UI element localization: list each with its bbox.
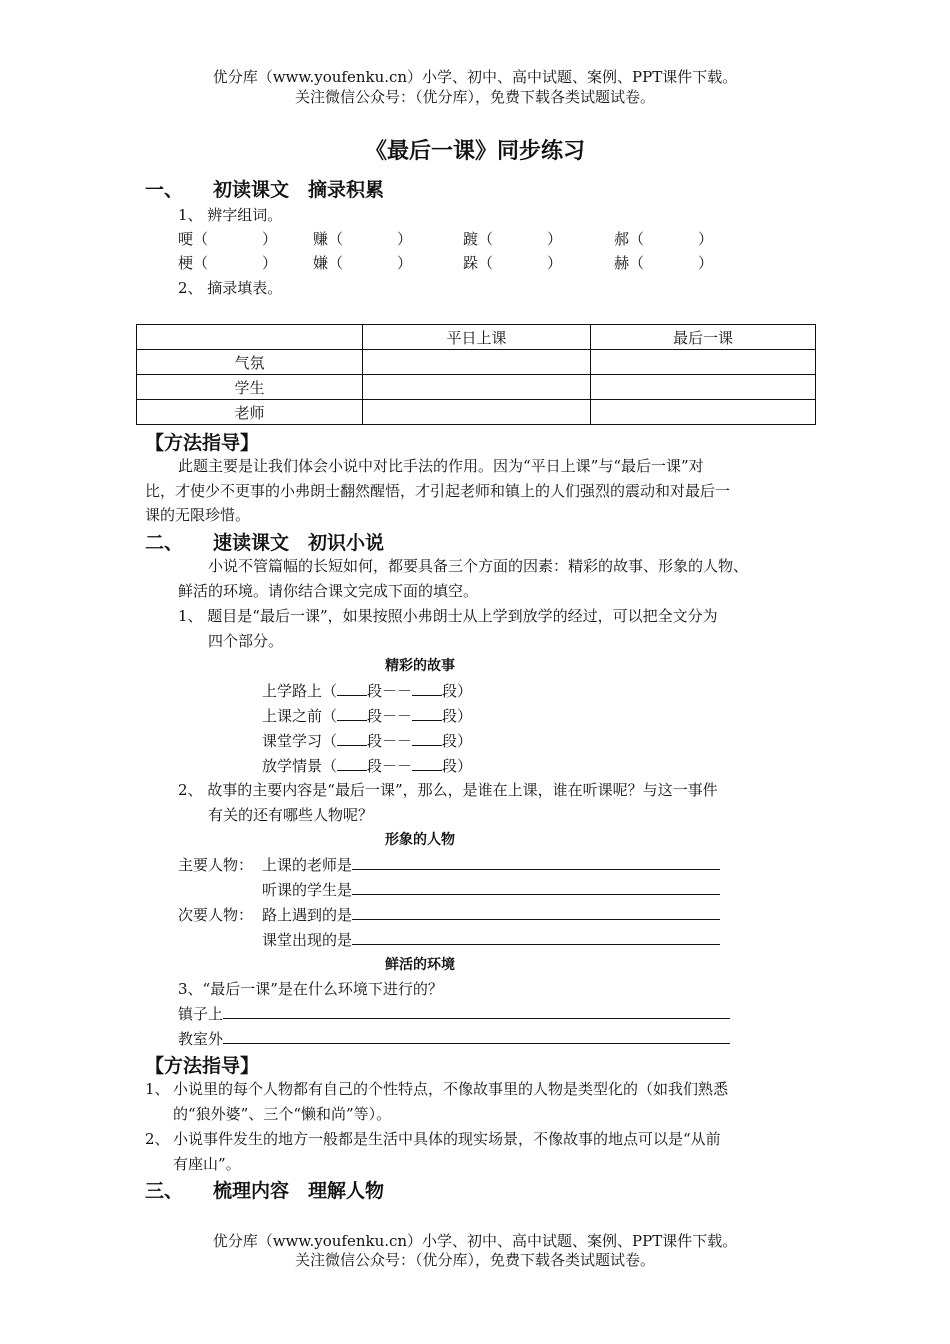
char-item: 嫌（ ） bbox=[313, 254, 413, 272]
page-footer-line2: 关注微信公众号：（优分库），免费下载各类试题试卷。 bbox=[294, 1251, 655, 1269]
method-guide-1-label: 【方法指导】 bbox=[145, 432, 260, 454]
table-row-label: 学生 bbox=[137, 375, 363, 400]
method-guide-2-num: 1、 bbox=[145, 1080, 170, 1098]
answer-blank[interactable] bbox=[352, 879, 720, 895]
method-guide-2-label: 【方法指导】 bbox=[145, 1055, 260, 1077]
page-title: 《最后一课》同步练习 bbox=[364, 139, 585, 164]
subheading-characters: 形象的人物 bbox=[385, 832, 455, 848]
story-part-row: 上学路上（ 段－－ 段） bbox=[262, 682, 473, 700]
answer-blank[interactable] bbox=[337, 755, 367, 771]
page-footer-line1: 优分库（www.youfenku.cn）小学、初中、高中试题、案例、PPT课件下载。 bbox=[212, 1232, 738, 1250]
section-2-title: 速读课文 初识小说 bbox=[213, 532, 385, 554]
table-row bbox=[137, 350, 816, 375]
minor-characters-label: 次要人物： bbox=[178, 906, 254, 924]
subheading-story: 精彩的故事 bbox=[385, 658, 455, 674]
answer-blank[interactable] bbox=[412, 730, 442, 746]
character-row: 上课的老师是 bbox=[262, 854, 720, 875]
story-part-row: 课堂学习（ 段－－ 段） bbox=[262, 732, 473, 750]
table-cell-blank[interactable] bbox=[363, 400, 591, 425]
page-header-line1: 优分库（www.youfenku.cn）小学、初中、高中试题、案例、PPT课件下载。 bbox=[212, 68, 738, 86]
section-1-number: 一、 bbox=[145, 179, 184, 201]
character-row: 路上遇到的是 bbox=[262, 904, 720, 925]
question-1-1: 1、 辨字组词。 bbox=[178, 206, 283, 224]
table-header-cell bbox=[137, 325, 363, 350]
method-guide-2-text: 小说事件发生的地方一般都是生活中具体的现实场景，不像故事的地点可以是“从前 bbox=[173, 1130, 721, 1148]
answer-blank[interactable] bbox=[337, 730, 367, 746]
method-guide-2-text: 小说里的每个人物都有自己的个性特点，不像故事里的人物是类型化的（如我们熟悉 bbox=[173, 1080, 729, 1098]
table-header-cell: 最后一课 bbox=[591, 325, 816, 350]
section-3-number: 三、 bbox=[145, 1180, 184, 1202]
environment-row: 教室外 bbox=[178, 1028, 730, 1049]
section-3-title: 梳理内容 理解人物 bbox=[213, 1180, 385, 1202]
method-guide-2-num: 2、 bbox=[145, 1130, 170, 1148]
answer-blank[interactable] bbox=[337, 705, 367, 721]
char-item: 赫（ ） bbox=[614, 254, 714, 272]
question-2-3: 3、“最后一课”是在什么环境下进行的？ bbox=[178, 980, 443, 998]
section-2-intro: 鲜活的环境。请你结合课文完成下面的填空。 bbox=[178, 582, 479, 600]
char-item: 梗（ ） bbox=[178, 254, 278, 272]
char-item: 跺（ ） bbox=[463, 254, 563, 272]
answer-blank[interactable] bbox=[352, 854, 720, 870]
section-2-number: 二、 bbox=[145, 532, 184, 554]
answer-blank[interactable] bbox=[223, 1003, 730, 1019]
char-item: 郝（ ） bbox=[614, 230, 714, 248]
question-2-2-cont: 有关的还有哪些人物呢？ bbox=[208, 806, 374, 824]
answer-blank[interactable] bbox=[412, 705, 442, 721]
question-1-2: 2、 摘录填表。 bbox=[178, 279, 283, 297]
method-guide-1-text: 此题主要是让我们体会小说中对比手法的作用。因为“平日上课”与“最后一课”对 bbox=[178, 457, 704, 475]
table-row-label: 气氛 bbox=[137, 350, 363, 375]
answer-blank[interactable] bbox=[412, 755, 442, 771]
table-row bbox=[137, 375, 816, 400]
method-guide-1-text: 课的无限珍惜。 bbox=[145, 506, 251, 524]
table-cell-blank[interactable] bbox=[363, 350, 591, 375]
section-3-heading bbox=[145, 1176, 545, 1202]
character-row: 听课的学生是 bbox=[262, 879, 720, 900]
environment-row: 镇子上 bbox=[178, 1003, 730, 1024]
section-2-intro: 小说不管篇幅的长短如何，都要具备三个方面的因素：精彩的故事、形象的人物、 bbox=[208, 557, 749, 575]
method-guide-2-text: 有座山”。 bbox=[173, 1155, 241, 1173]
character-row: 课堂出现的是 bbox=[262, 929, 720, 950]
table-row-label: 老师 bbox=[137, 400, 363, 425]
question-2-1: 1、 题目是“最后一课”，如果按照小弗朗士从上学到放学的经过，可以把全文分为 bbox=[178, 607, 718, 625]
table-row bbox=[137, 400, 816, 425]
char-item: 踱（ ） bbox=[463, 230, 563, 248]
story-part-row: 放学情景（ 段－－ 段） bbox=[262, 757, 473, 775]
table-cell-blank[interactable] bbox=[591, 375, 816, 400]
comparison-table bbox=[136, 324, 816, 425]
answer-blank[interactable] bbox=[337, 680, 367, 696]
method-guide-1-text: 比，才使少不更事的小弗朗士翻然醒悟，才引起老师和镇上的人们强烈的震动和对最后一 bbox=[145, 482, 731, 500]
section-2-heading bbox=[145, 528, 545, 554]
main-characters-label: 主要人物： bbox=[178, 856, 254, 874]
table-cell-blank[interactable] bbox=[591, 350, 816, 375]
subheading-environment: 鲜活的环境 bbox=[385, 957, 455, 973]
answer-blank[interactable] bbox=[352, 904, 720, 920]
method-guide-2-text: 的“狼外婆”、三个“懒和尚”等）。 bbox=[173, 1105, 392, 1123]
story-part-row: 上课之前（ 段－－ 段） bbox=[262, 707, 473, 725]
section-1-title: 初读课文 摘录积累 bbox=[213, 179, 385, 201]
page-header-line2: 关注微信公众号：（优分库），免费下载各类试题试卷。 bbox=[294, 88, 655, 106]
section-1-heading bbox=[145, 175, 545, 201]
question-2-1-cont: 四个部分。 bbox=[208, 632, 284, 650]
question-2-2: 2、 故事的主要内容是“最后一课”，那么，是谁在上课，谁在听课呢？与这一事件 bbox=[178, 781, 718, 799]
char-item: 赚（ ） bbox=[313, 230, 413, 248]
answer-blank[interactable] bbox=[412, 680, 442, 696]
answer-blank[interactable] bbox=[223, 1028, 730, 1044]
char-item: 哽（ ） bbox=[178, 230, 278, 248]
table-header-cell: 平日上课 bbox=[363, 325, 591, 350]
table-cell-blank[interactable] bbox=[363, 375, 591, 400]
table-cell-blank[interactable] bbox=[591, 400, 816, 425]
answer-blank[interactable] bbox=[352, 929, 720, 945]
table-header-row bbox=[137, 325, 816, 350]
